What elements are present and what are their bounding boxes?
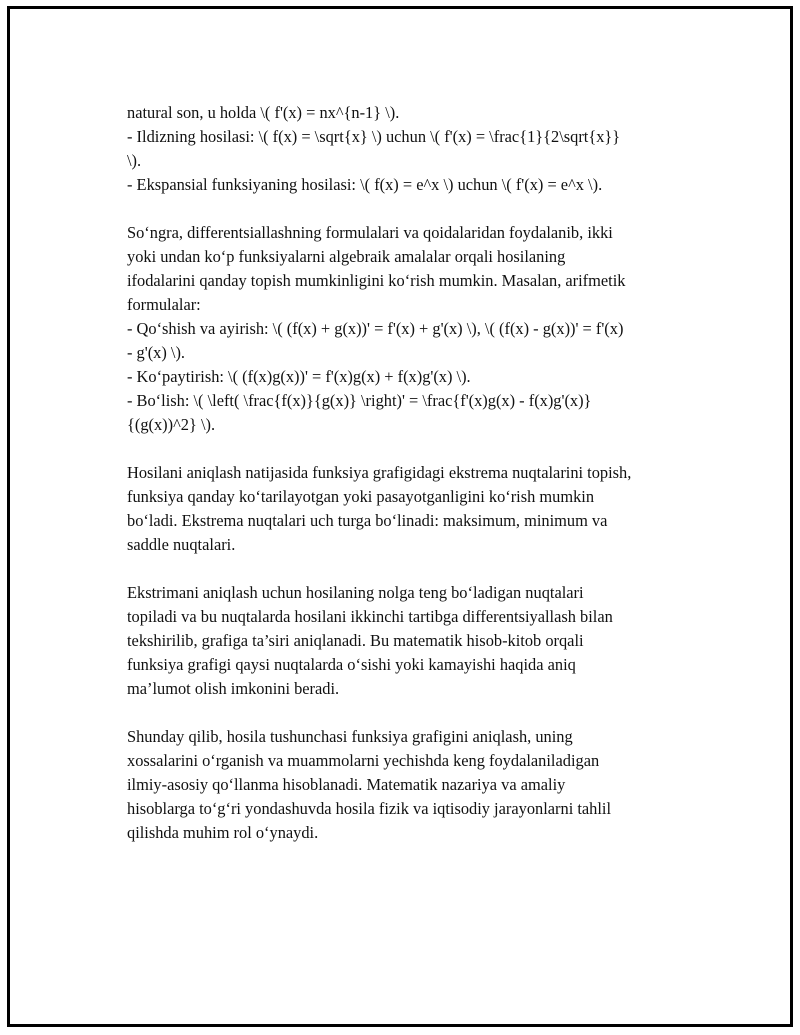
text-line: formulalar:	[127, 295, 201, 314]
text-line: saddle nuqtalari.	[127, 535, 236, 554]
text-line: - Ildizning hosilasi: \( f(x) = \sqrt{x} \) uchun \( f'(x) = \frac{1}{2\sqrt{x}}	[127, 127, 621, 146]
paragraph-extrema	[127, 461, 707, 557]
paragraph-derivative-rules	[127, 101, 707, 197]
text-line: ma’lumot olish imkonini beradi.	[127, 679, 340, 698]
text-line: - g'(x) \).	[127, 343, 186, 362]
paragraph-conclusion	[127, 725, 707, 845]
text-line: yoki undan ko‘p funksiyalarni algebraik amalalar orqali hosilaning	[127, 247, 566, 266]
text-line: xossalarini o‘rganish va muammolarni yechishda keng foydalaniladigan	[127, 751, 600, 770]
text-line: tekshirilib, grafiga ta’siri aniqlanadi. Bu matematik hisob-kitob orqali	[127, 631, 584, 650]
text-line: topiladi va bu nuqtalarda hosilani ikkinchi tartibga differentsiyallash bilan	[127, 607, 613, 626]
text-line: funksiya grafigi qaysi nuqtalarda o‘sishi yoki kamayishi haqida aniq	[127, 655, 576, 674]
text-line: So‘ngra, differentsiallashning formulalari va qoidalaridan foydalanib, ikki	[127, 223, 613, 242]
text-line: {(g(x))^2} \).	[127, 415, 216, 434]
text-line: hisoblarga to‘g‘ri yondashuvda hosila fizik va iqtisodiy jarayonlarni tahlil	[127, 799, 612, 818]
text-line: - Qo‘shish va ayirish: \( (f(x) + g(x))' = f'(x) + g'(x) \), \( (f(x) - g(x))' = f'(x)	[127, 319, 624, 338]
paragraph-finding-extrema	[127, 581, 707, 701]
text-line: ilmiy-asosiy qo‘llanma hisoblanadi. Matematik nazariya va amaliy	[127, 775, 566, 794]
text-line: - Ekspansial funksiyaning hosilasi: \( f(x) = e^x \) uchun \( f'(x) = e^x \).	[127, 175, 603, 194]
text-line: ifodalarini qanday topish mumkinligini ko‘rish mumkin. Masalan, arifmetik	[127, 271, 626, 290]
paragraph-arithmetic-formulas	[127, 221, 707, 437]
text-line: Ekstrimani aniqlash uchun hosilaning nolga teng bo‘ladigan nuqtalari	[127, 583, 584, 602]
text-line: Shunday qilib, hosila tushunchasi funksiya grafigini aniqlash, uning	[127, 727, 573, 746]
text-line: natural son, u holda \( f'(x) = nx^{n-1} \).	[127, 103, 400, 122]
text-line: \).	[127, 151, 142, 170]
text-line: bo‘ladi. Ekstrema nuqtalari uch turga bo‘linadi: maksimum, minimum va	[127, 511, 608, 530]
page-frame	[7, 6, 793, 1027]
text-line: funksiya qanday ko‘tarilayotgan yoki pasayotganligini ko‘rish mumkin	[127, 487, 595, 506]
text-line: - Bo‘lish: \( \left( \frac{f(x)}{g(x)} \right)' = \frac{f'(x)g(x) - f(x)g'(x)}	[127, 391, 592, 410]
text-line: - Ko‘paytirish: \( (f(x)g(x))' = f'(x)g(x) + f(x)g'(x) \).	[127, 367, 471, 386]
text-line: Hosilani aniqlash natijasida funksiya grafigidagi ekstrema nuqtalarini topish,	[127, 463, 632, 482]
document-body	[127, 101, 707, 869]
text-line: qilishda muhim rol o‘ynaydi.	[127, 823, 319, 842]
